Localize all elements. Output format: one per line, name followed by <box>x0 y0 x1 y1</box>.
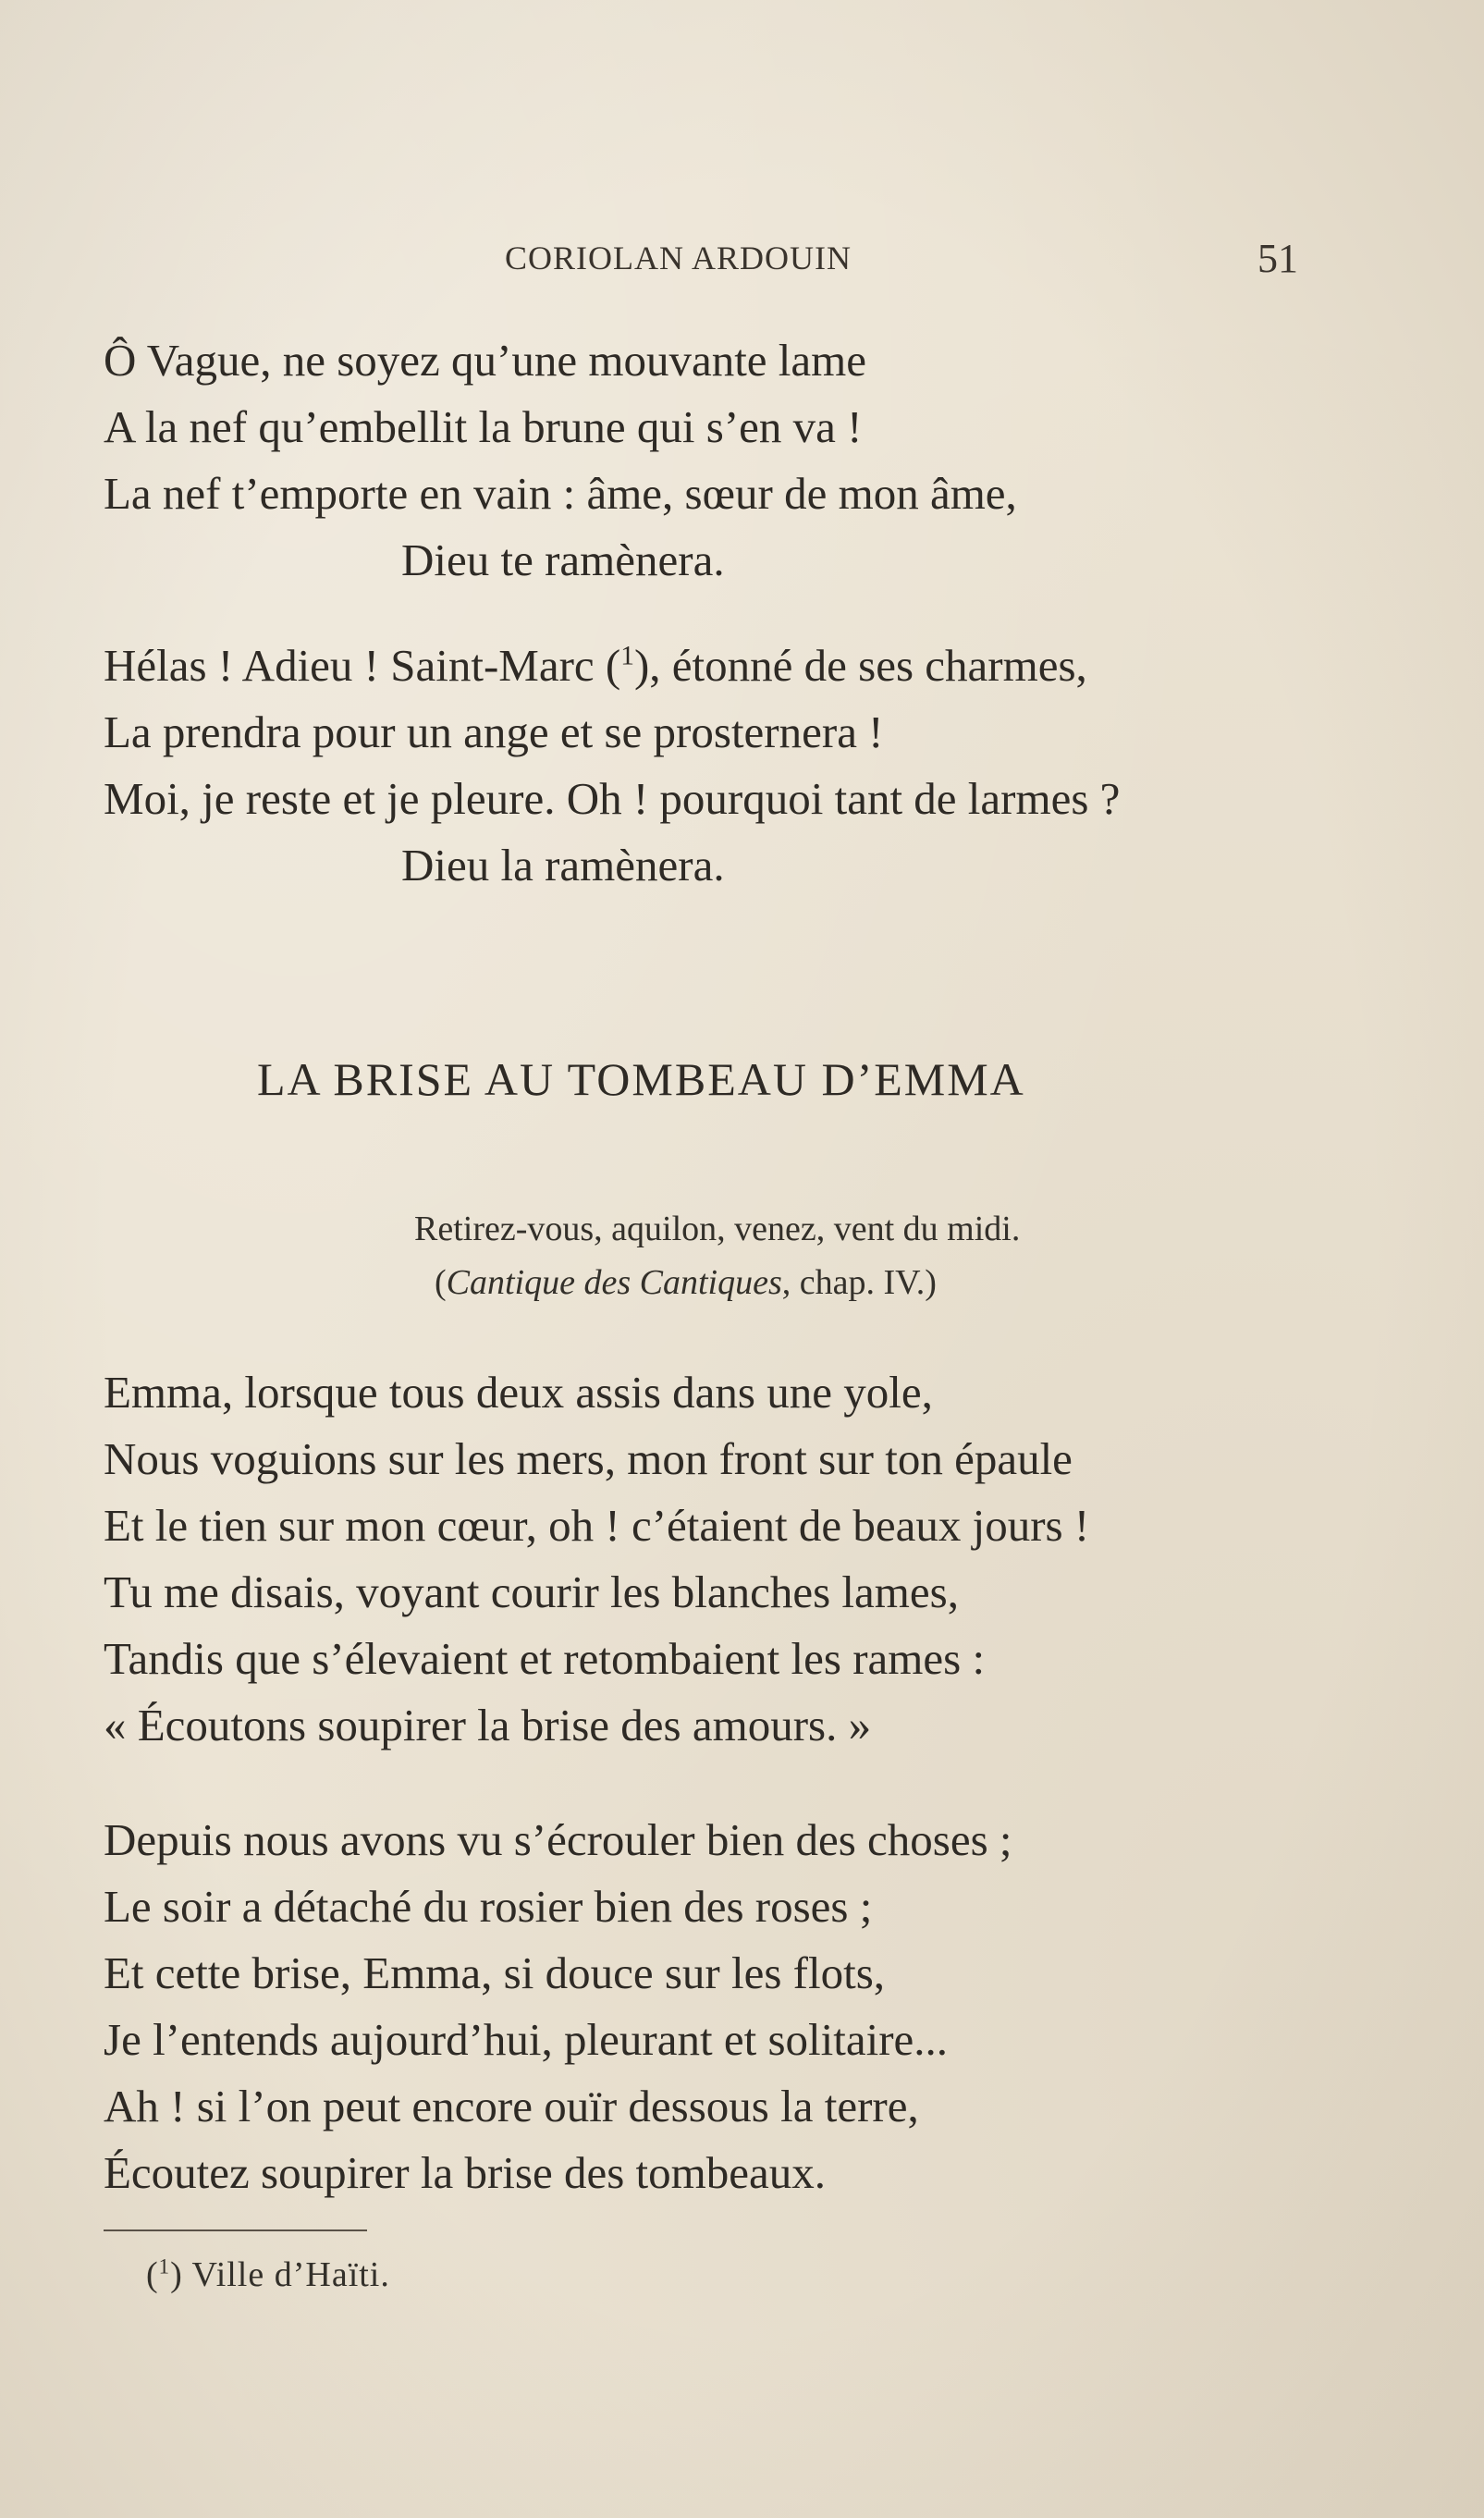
verse-line: La prendra pour un ange et se prosternera ! <box>104 706 884 757</box>
verse-line: Depuis nous avons vu s’écrouler bien des choses ; <box>104 1814 1012 1865</box>
verse-line: Tandis que s’élevaient et retombaient les rames : <box>104 1633 986 1684</box>
verse-line: Le soir a détaché du rosier bien des roses ; <box>104 1881 873 1932</box>
refrain-line: Dieu la ramènera. <box>401 840 725 891</box>
footnote-marker: 1 <box>158 2254 171 2278</box>
footnote-text: Ville d’Haïti. <box>182 2255 390 2294</box>
verse-line: La nef t’emporte en vain : âme, sœur de mon âme, <box>104 468 1017 519</box>
verse-line: Je l’entends aujourd’hui, pleurant et solitaire... <box>104 2014 949 2065</box>
verse-line: Nous voguions sur les mers, mon front sur ton épaule <box>104 1433 1073 1484</box>
verse-line: Écoutez soupirer la brise des tombeaux. <box>104 2147 827 2198</box>
epigraph-chapter: , chap. IV.) <box>781 1263 937 1302</box>
page-number: 51 <box>1257 236 1298 281</box>
epigraph-paren: ( <box>435 1263 447 1302</box>
verse-text: ), étonné de ses charmes, <box>633 640 1087 691</box>
footnote-paren: ) <box>170 2255 183 2294</box>
verse-line: Tu me disais, voyant courir les blanches lames, <box>104 1566 959 1617</box>
verse-line: Ô Vague, ne soyez qu’une mouvante lame <box>104 335 867 386</box>
stanza-4 <box>104 1807 1012 2206</box>
verse-line: Emma, lorsque tous deux assis dans une yole, <box>104 1367 933 1418</box>
epigraph-source-title: Cantique des Cantiques <box>446 1263 782 1302</box>
verse-line: Et cette brise, Emma, si douce sur les flots, <box>104 1947 886 1998</box>
stanza-2 <box>104 633 1120 899</box>
verse-line: Et le tien sur mon cœur, oh ! c’étaient de beaux jours ! <box>104 1500 1090 1551</box>
epigraph-source <box>414 1256 1020 1309</box>
footnote-paren: ( <box>146 2255 159 2294</box>
stanza-1 <box>104 327 1017 594</box>
poem-title: LA BRISE AU TOMBEAU D’EMMA <box>257 1053 1025 1105</box>
footnote <box>146 2254 390 2295</box>
verse-line: Moi, je reste et je pleure. Oh ! pourquoi tant de larmes ? <box>104 773 1121 824</box>
verse-line: Ah ! si l’on peut encore ouïr dessous la terre, <box>104 2081 919 2131</box>
footnote-reference: 1 <box>620 641 634 671</box>
verse-line: « Écoutons soupirer la brise des amours. » <box>104 1700 872 1750</box>
refrain-line: Dieu te ramènera. <box>401 534 725 585</box>
epigraph-quote: Retirez-vous, aquilon, venez, vent du midi. <box>414 1210 1021 1248</box>
verse-text: Hélas ! Adieu ! Saint-Marc ( <box>104 640 621 691</box>
stanza-3 <box>104 1359 1089 1759</box>
running-head: CORIOLAN ARDOUIN <box>505 240 852 276</box>
epigraph <box>414 1202 1020 1309</box>
verse-line: A la nef qu’embellit la brune qui s’en va ! <box>104 401 863 452</box>
footnote-divider <box>104 2229 367 2231</box>
verse-line <box>104 633 1120 699</box>
